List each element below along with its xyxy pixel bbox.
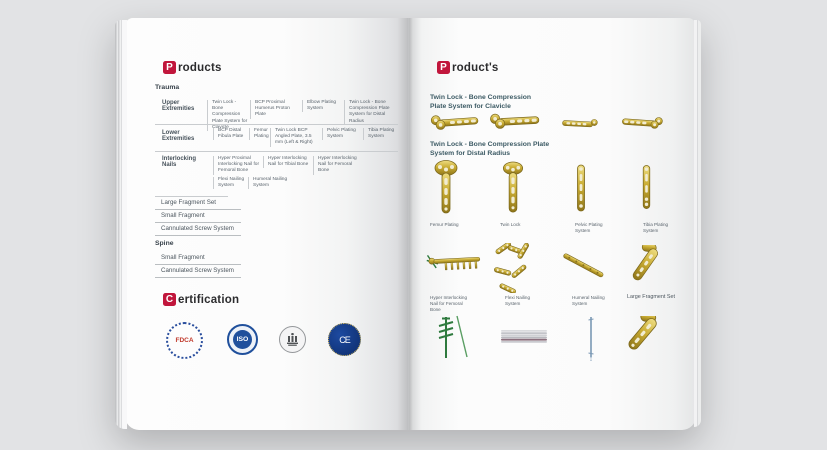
row-label-upper-extremities: Upper Extremities <box>162 100 195 112</box>
fdca-logo-text: FDCA <box>175 337 194 344</box>
table-cell: Hyper Interlocking Nail for Tibial Bone <box>263 156 311 168</box>
table-divider <box>155 124 398 125</box>
list-item: Cannulated Screw System <box>155 266 241 278</box>
clavicle-plate-image <box>427 112 481 139</box>
table-divider <box>155 196 228 197</box>
table-cell: Femur Plating <box>249 128 268 140</box>
table-cell: BCP Distal Fibula Plate <box>213 128 247 140</box>
list-item: Small Fragment <box>155 211 241 223</box>
flexi-nail-stack-image <box>499 328 549 351</box>
clavicle-plate-image <box>486 110 542 139</box>
nail-label: Large Fragment Set <box>627 294 675 300</box>
table-cell: Tibia Plating System <box>363 128 397 140</box>
twin-lock-plate-image <box>500 161 526 220</box>
interlocking-nail-green-image <box>435 313 469 368</box>
list-item: Cannulated Screw System <box>155 224 241 236</box>
products-title-right-initial: P <box>437 61 450 74</box>
trauma-heading: Trauma <box>155 84 180 91</box>
table-cell: Twin Lock - Bone Compression Plate System for Clavicle <box>207 100 248 131</box>
table-cell: Hyper Proximal Interlocking Nail for Femoral Bone <box>213 156 261 175</box>
section-title-clavicle: Twin Lock - Bone Compression Plate System for Clavicle <box>430 94 532 111</box>
tibia-plating-image <box>639 162 654 217</box>
ashoka-emblem-icon <box>279 326 306 353</box>
flexi-nailing-image <box>485 243 539 298</box>
table-cell: Hyper Interlocking Nail for Femoral Bone <box>313 156 359 175</box>
spine-heading: Spine <box>155 240 174 247</box>
certification-title-text: ertification <box>178 293 240 306</box>
ce-logo-icon <box>328 323 361 356</box>
iso-logo-text: ISO <box>233 330 252 349</box>
products-title-right-text: roduct's <box>452 61 499 74</box>
hyper-interlocking-nail-image <box>425 251 483 284</box>
plate-label: Tibia Plating System <box>643 222 669 233</box>
page-stack-left <box>115 20 127 429</box>
products-title <box>163 61 222 74</box>
emblem-glyph <box>286 332 299 347</box>
large-fragment-plate-image <box>623 245 673 292</box>
plate-label: Pelvic Plating System <box>575 222 603 233</box>
ce-logo-text: CE <box>339 334 350 345</box>
angled-plate-image <box>620 316 672 363</box>
table-cell: Flexi Nailing System <box>213 177 246 189</box>
catalog-spread <box>115 14 701 434</box>
clavicle-plate-image <box>555 116 607 138</box>
iso-logo-icon <box>227 324 258 355</box>
pelvic-plating-image <box>573 163 589 218</box>
section-title-distal-radius: Twin Lock - Bone Compression Plate System for Distal Radius <box>430 141 550 158</box>
table-cell: Pelvic Plating System <box>322 128 362 140</box>
plate-label: Femur Plating <box>430 222 459 227</box>
page-stack-right <box>694 20 701 427</box>
row-label-interlocking-nails: Interlocking Nails <box>162 156 197 168</box>
humeral-nail-image <box>559 245 607 294</box>
fdca-logo-icon <box>166 322 203 359</box>
products-title-initial: P <box>163 61 176 74</box>
table-cell: BCP Proximal Humerus Proton Plate <box>250 100 299 119</box>
certification-title-initial: C <box>163 293 176 306</box>
certification-title <box>163 293 239 306</box>
clavicle-plate-image <box>615 114 671 138</box>
products-title-text: roducts <box>178 61 222 74</box>
table-cell: Twin Lock - Bone Compression Plate System for Distal Radius <box>344 100 396 125</box>
nail-label: Hyper Interlocking Nail for Femoral Bone <box>430 295 468 312</box>
table-cell: Humeral Nailing System <box>248 177 292 189</box>
humeral-nail-blue-image <box>585 313 597 368</box>
nail-label: Flexi Nailing System <box>505 295 531 306</box>
products-title-right <box>437 61 499 74</box>
list-item: Large Fragment Set <box>155 198 241 210</box>
femur-plating-image <box>433 160 459 221</box>
row-label-lower-extremities: Lower Extremities <box>162 130 195 142</box>
list-item: Small Fragment <box>155 253 241 265</box>
nail-label: Humeral Nailing System <box>572 295 605 306</box>
plate-label: Twin Lock <box>500 222 521 227</box>
table-cell: Twin Lock BCP Angled Plate, 3.5 mm (Left & Right) <box>270 128 320 147</box>
table-cell: Elbow Plating System <box>302 100 342 112</box>
table-divider <box>155 151 398 152</box>
